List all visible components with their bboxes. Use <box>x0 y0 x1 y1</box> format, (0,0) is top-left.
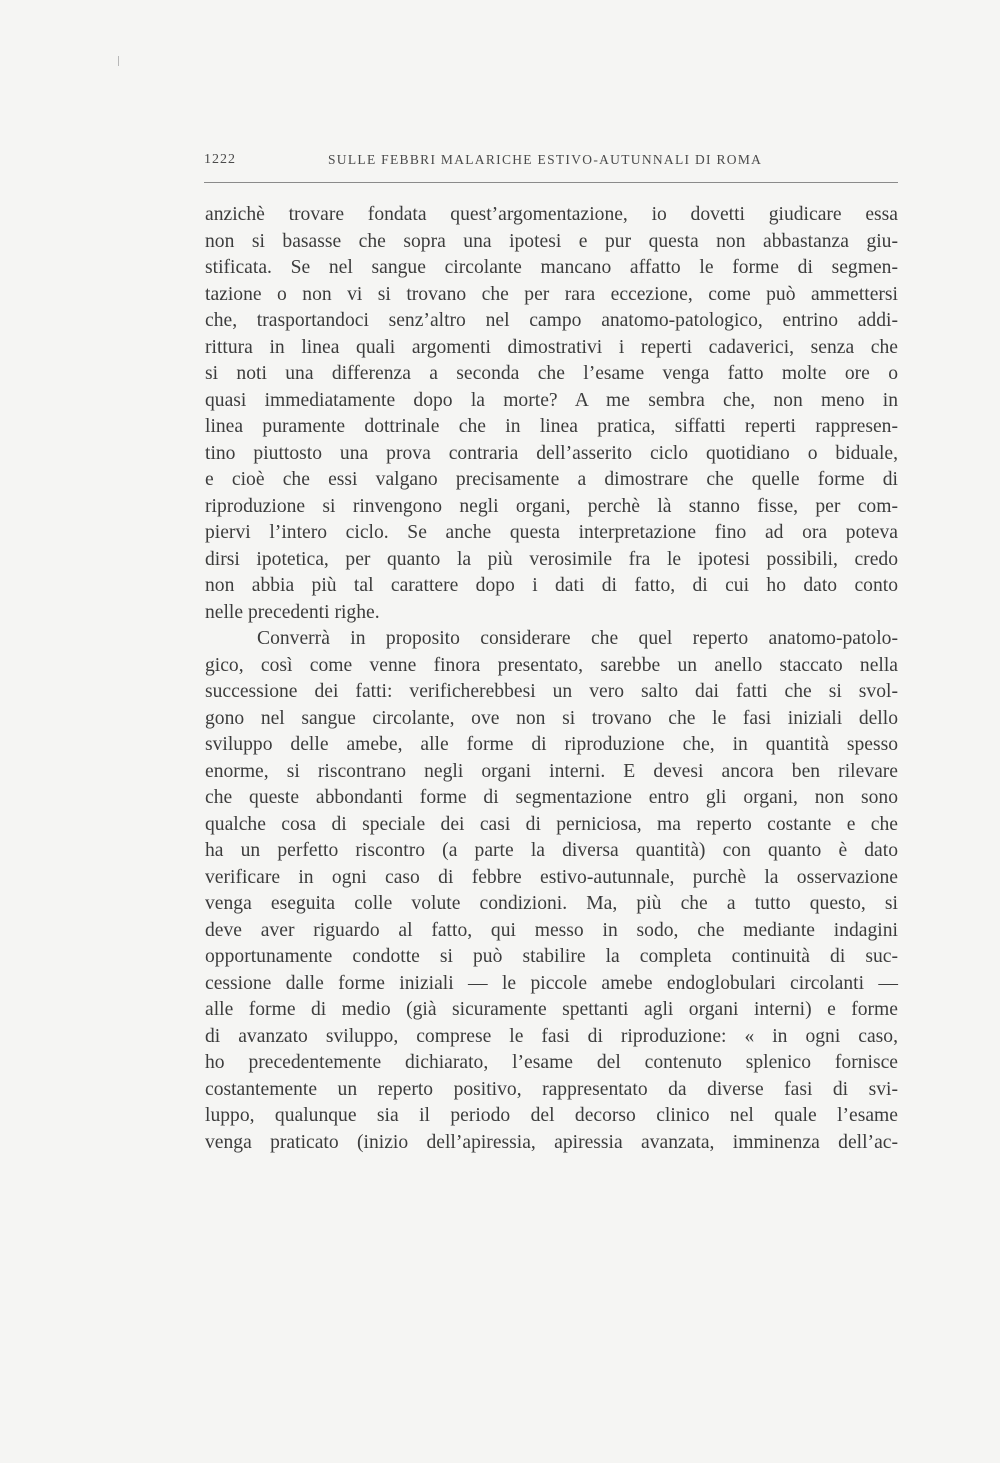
header-rule <box>204 182 898 183</box>
text-line: gono nel sangue circolante, ove non si trovano che le fasi iniziali dello <box>205 707 898 729</box>
text-line: tazione o non vi si trovano che per rara eccezione, come può ammettersi <box>205 283 898 305</box>
text-line: successione dei fatti: verificherebbesi un vero salto dai fatti che si svol- <box>205 681 898 702</box>
text-line: gico, così come venne finora presentato, sarebbe un anello staccato nella <box>205 654 898 676</box>
text-line: ha un perfetto riscontro (a parte la diversa quantità) con quanto è dato <box>205 840 898 861</box>
text-line: di avanzato sviluppo, comprese le fasi di riproduzione: « in ogni caso, <box>205 1025 898 1047</box>
text-line: verificare in ogni caso di febbre estivo-autunnale, purchè la osservazione <box>205 866 898 888</box>
text-line: alle forme di medio (già sicuramente spettanti agli organi interni) e forme <box>205 999 898 1020</box>
text-line: costantemente un reperto positivo, rappresentato da diverse fasi di svi- <box>205 1078 898 1100</box>
running-title: SULLE FEBBRI MALARICHE ESTIVO-AUTUNNALI DI ROMA <box>328 152 763 167</box>
text-line: qualche cosa di speciale dei casi di perniciosa, ma reperto costante e che <box>205 813 898 835</box>
text-line: opportunamente condotte si può stabilire la completa continuità di suc- <box>205 946 898 967</box>
text-line: venga eseguita colle volute condizioni. Ma, più che a tutto questo, si <box>205 893 898 914</box>
scan-mark <box>118 56 119 66</box>
text-line: che queste abbondanti forme di segmentazione entro gli organi, non sono <box>205 787 898 808</box>
text-line: dirsi ipotetica, per quanto la più verosimile fra le ipotesi possibili, credo <box>205 548 898 570</box>
text-line: anzichè trovare fondata quest’argomentazione, io dovetti giudicare essa <box>205 204 898 225</box>
text-line: piervi l’intero ciclo. Se anche questa interpretazione fino ad ora poteva <box>205 522 898 543</box>
text-line: e cioè che essi valgano precisamente a dimostrare che quelle forme di <box>205 469 898 490</box>
page-header <box>204 152 898 174</box>
text-line: si noti una differenza a seconda che l’esame venga fatto molte ore o <box>205 363 898 384</box>
text-line: tino piuttosto una prova contraria dell’asserito ciclo quotidiano o biduale, <box>205 442 898 464</box>
text-line: luppo, qualunque sia il periodo del decorso clinico nel quale l’esame <box>205 1105 898 1126</box>
text-line: enorme, si riscontrano negli organi interni. E devesi ancora ben rilevare <box>205 760 898 782</box>
text-line: che, trasportandoci senz’altro nel campo anatomo-patologico, entrino addi- <box>205 310 898 331</box>
page-number: 1222 <box>204 152 236 167</box>
text-line: stificata. Se nel sangue circolante mancano affatto le forme di segmen- <box>205 257 898 278</box>
text-line: sviluppo delle amebe, alle forme di riproduzione che, in quantità spesso <box>205 734 898 755</box>
text-line: nelle precedenti righe. <box>205 601 380 623</box>
paragraph-1 <box>205 202 898 626</box>
text-line: riproduzione si rinvengono negli organi, perchè là stanno fisse, per com- <box>205 495 898 517</box>
text-line: non si basasse che sopra una ipotesi e pur questa non abbastanza giu- <box>205 230 898 252</box>
body-text <box>205 202 898 1156</box>
text-line: ho precedentemente dichiarato, l’esame del contenuto splenico fornisce <box>205 1052 898 1073</box>
text-line: deve aver riguardo al fatto, qui messo in sodo, che mediante indagini <box>205 919 898 941</box>
text-line: linea puramente dottrinale che in linea pratica, siffatti reperti rappresen- <box>205 416 898 437</box>
text-line: venga praticato (inizio dell’apiressia, apiressia avanzata, imminenza dell’ac- <box>205 1131 898 1153</box>
text-line: quasi immediatamente dopo la morte? A me sembra che, non meno in <box>205 389 898 411</box>
text-line: rittura in linea quali argomenti dimostrativi i reperti cadaverici, senza che <box>205 336 898 358</box>
text-line: Converrà in proposito considerare che quel reperto anatomo-patolo- <box>257 628 898 649</box>
paragraph-2 <box>205 626 898 1156</box>
text-line: non abbia più tal carattere dopo i dati di fatto, di cui ho dato conto <box>205 575 898 596</box>
text-line: cessione dalle forme iniziali — le piccole amebe endoglobulari circolanti — <box>205 972 898 994</box>
